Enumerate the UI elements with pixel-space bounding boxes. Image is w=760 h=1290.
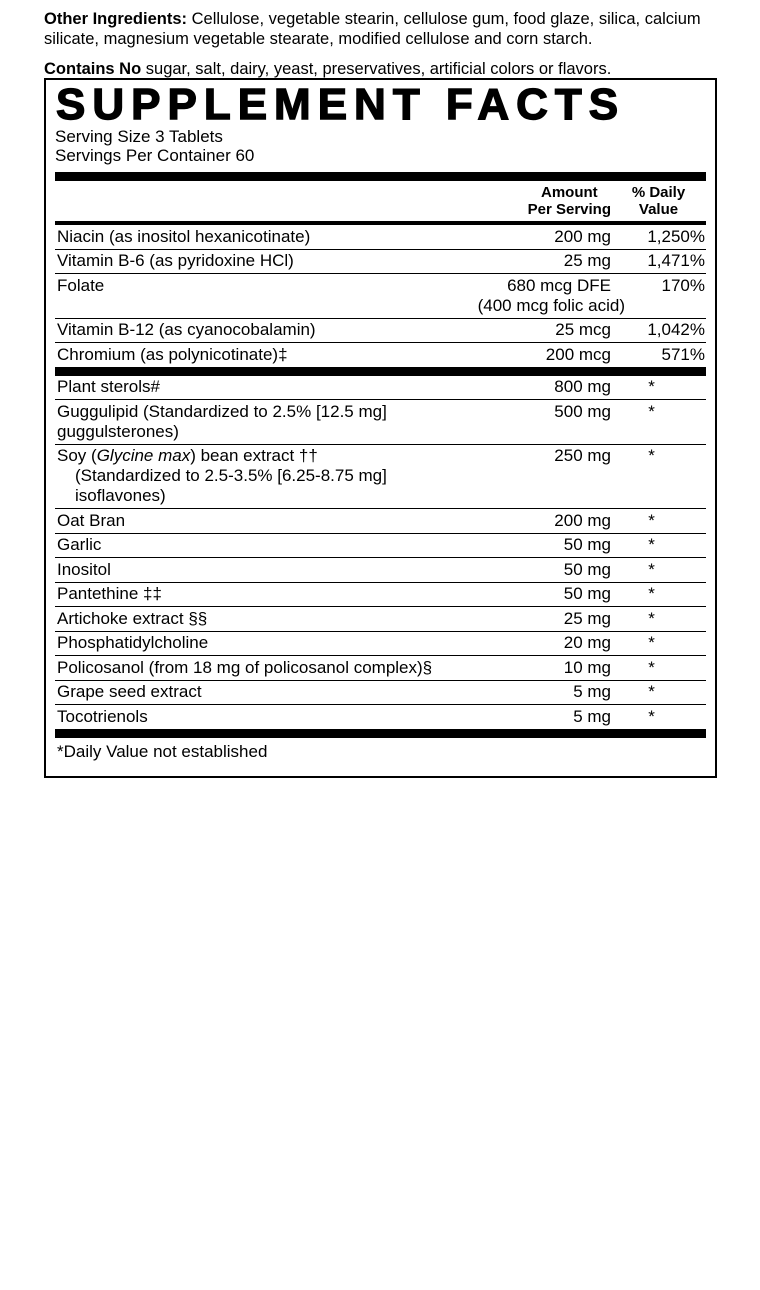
daily-value: *: [648, 584, 655, 603]
ingredient-name-detail: (Standardized to 2.5-3.5% [6.25-8.75 mg] isoflavones): [75, 466, 387, 505]
table-row: [55, 582, 706, 607]
daily-value: *: [648, 633, 655, 652]
daily-value: *: [648, 559, 655, 579]
daily-value: *: [648, 510, 655, 530]
ingredient-name: Phosphatidylcholine: [57, 633, 209, 652]
amount-per-serving: 25 mg: [563, 608, 611, 628]
daily-value: *: [648, 682, 655, 701]
table-row: [55, 399, 706, 444]
table-row: [55, 655, 706, 680]
ingredient-name: Vitamin B-6 (as pyridoxine HCl): [57, 251, 294, 270]
ingredient-name: Plant sterols#: [57, 377, 160, 396]
amount-per-serving: 25 mcg: [555, 320, 611, 339]
amount-per-serving: 200 mg: [554, 226, 611, 246]
table-row: [55, 606, 706, 631]
amount-per-serving: 50 mg: [563, 584, 611, 603]
divider-bar-middle: [55, 367, 706, 376]
table-row: [55, 376, 706, 400]
ingredient-name: Soy (Glycine max) bean extract †† (Standardized to 2.5-3.5% [6.25-8.75 mg] isoflavones): [55, 446, 441, 506]
amount-per-serving: 5 mg: [573, 682, 611, 701]
table-row: [55, 273, 706, 318]
table-row: [55, 444, 706, 509]
vitamins-table-section: [55, 225, 706, 367]
daily-value: 1,250%: [647, 226, 705, 246]
amount-per-serving: 800 mg: [554, 377, 611, 396]
table-row: [55, 680, 706, 705]
other-ingredients-text: Cellulose, vegetable stearin, cellulose gum, food glaze, silica, calcium silicate, magnesium vegetable stearate, modified cellulose and corn starch.: [44, 10, 701, 48]
divider-bar-bottom: [55, 729, 706, 738]
ingredient-name: Folate: [57, 275, 105, 295]
ingredient-name: Guggulipid (Standardized to 2.5% [12.5 mg] guggulsterones): [57, 401, 387, 441]
amount-per-serving: 20 mg: [563, 633, 611, 652]
supplement-facts-panel: [44, 78, 717, 778]
amount-per-serving: 680 mcg DFE (400 mcg folic acid): [441, 276, 611, 316]
ingredient-name: Policosanol (from 18 mg of policosanol complex)§: [57, 657, 433, 677]
dv-header-line2: Value: [638, 200, 679, 218]
table-row: [55, 249, 706, 274]
daily-value: *: [648, 401, 655, 421]
ingredient-name: Tocotrienols: [57, 706, 148, 726]
table-row: [55, 704, 706, 729]
daily-value: *: [648, 608, 655, 628]
daily-value: *: [648, 377, 655, 396]
table-row: [55, 318, 706, 343]
ingredient-name: Pantethine ‡‡: [57, 584, 162, 603]
dv-header-line1: % Daily: [631, 184, 686, 201]
contains-no-paragraph: [44, 60, 722, 80]
other-ingredients-label: Other Ingredients:: [44, 10, 188, 28]
table-row: [55, 508, 706, 533]
amount-per-serving: 200 mcg: [545, 344, 611, 364]
amount-header-line2: Per Serving: [527, 200, 611, 218]
daily-value: *: [648, 657, 655, 677]
amount-per-serving: 10 mg: [563, 657, 611, 677]
table-row: [55, 557, 706, 582]
daily-value: 571%: [661, 344, 705, 364]
table-row: [55, 225, 706, 249]
ingredient-name: Inositol: [57, 559, 111, 579]
daily-value: 170%: [661, 275, 705, 295]
daily-value: 1,042%: [647, 320, 705, 339]
ingredient-name: Vitamin B-12 (as cyanocobalamin): [57, 320, 316, 339]
amount-per-serving: 50 mg: [563, 535, 611, 554]
amount-per-serving: 5 mg: [573, 706, 611, 726]
divider-bar-top: [55, 172, 706, 181]
amount-per-serving: 50 mg: [563, 559, 611, 579]
ingredient-name: Artichoke extract §§: [57, 608, 208, 628]
amount-header-line1: Amount: [540, 184, 598, 201]
table-row: [55, 533, 706, 558]
daily-value: *: [648, 706, 655, 726]
daily-value: *: [648, 535, 655, 554]
amount-per-serving: 200 mg: [554, 510, 611, 530]
amount-per-serving: 25 mg: [563, 251, 611, 270]
column-header-daily-value: [611, 185, 706, 218]
column-headers: [55, 181, 706, 221]
panel-title: SUPPLEMENT FACTS: [56, 80, 626, 129]
serving-size: Serving Size 3 Tablets: [55, 127, 223, 146]
column-header-amount: [441, 185, 611, 218]
amount-per-serving: 250 mg: [554, 446, 611, 465]
amount-detail: (400 mcg folic acid): [477, 295, 625, 315]
table-row: [55, 631, 706, 656]
contains-no-label: Contains No: [44, 60, 142, 78]
table-row: [55, 342, 706, 367]
column-header-spacer: [55, 185, 441, 218]
ingredient-name: Garlic: [57, 535, 102, 554]
daily-value: 1,471%: [647, 251, 705, 270]
other-ingredients-paragraph: [44, 10, 722, 49]
servings-per-container: Servings Per Container 60: [55, 145, 255, 165]
actives-table-section: [55, 376, 706, 729]
ingredient-name: Grape seed extract: [57, 682, 202, 701]
ingredient-name: Chromium (as polynicotinate)‡: [57, 344, 288, 364]
amount-per-serving: 500 mg: [554, 401, 611, 421]
daily-value: *: [648, 446, 655, 465]
contains-no-text: sugar, salt, dairy, yeast, preservatives, artificial colors or flavors.: [145, 60, 612, 78]
column-header-dv-lines: [632, 185, 685, 218]
column-header-amount-lines: [528, 185, 611, 218]
ingredient-name: Niacin (as inositol hexanicotinate): [57, 226, 311, 246]
daily-value-footnote: *Daily Value not established: [57, 741, 268, 761]
ingredient-name: Oat Bran: [57, 510, 126, 530]
